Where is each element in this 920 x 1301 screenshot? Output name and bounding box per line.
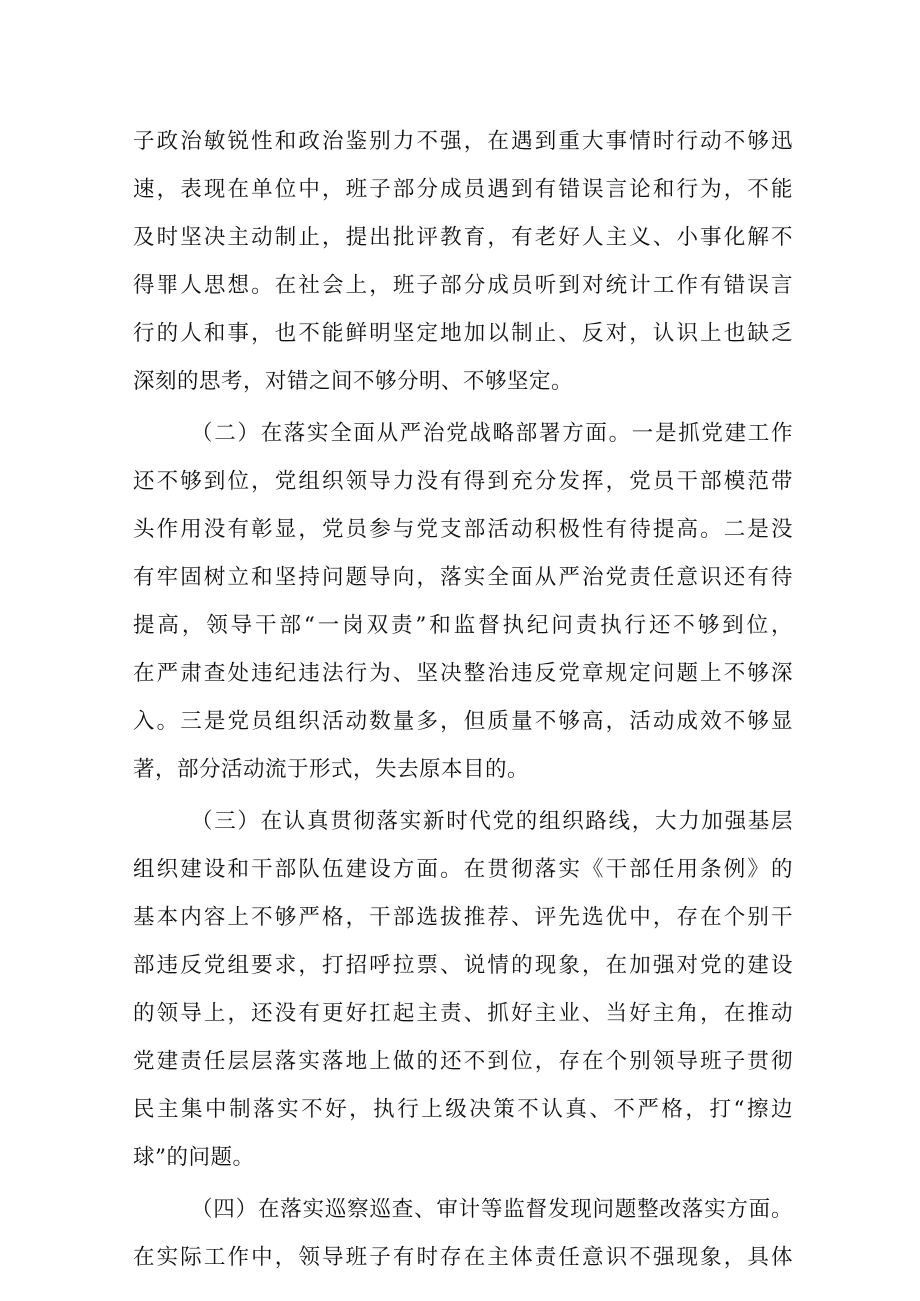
text-line: 入。三是党员组织活动数量多，但质量不够高，活动成效不够显	[133, 709, 793, 734]
document-body	[133, 118, 793, 1282]
text-line: 基本内容上不够严格，干部选拔推荐、评先选优中，存在个别干	[133, 905, 793, 930]
text-line: 得罪人思想。在社会上，班子部分成员听到对统计工作有错误言	[133, 273, 793, 298]
text-line: （二）在落实全面从严治党战略部署方面。一是抓党建工作	[191, 421, 793, 446]
text-line: （三）在认真贯彻落实新时代党的组织路线，大力加强基层	[191, 809, 793, 834]
text-line: （四）在落实巡察巡查、审计等监督发现问题整改落实方面。	[191, 1197, 793, 1222]
text-line: 还不够到位，党组织领导力没有得到充分发挥，党员干部模范带	[133, 469, 793, 494]
text-line: 部违反党组要求，打招呼拉票、说情的现象，在加强对党的建设	[133, 953, 793, 978]
text-line: 有牢固树立和坚持问题导向，落实全面从严治党责任意识还有待	[133, 565, 793, 590]
text-line: 深刻的思考，对错之间不够分明、不够坚定。	[133, 369, 574, 394]
paragraph	[133, 798, 793, 1182]
text-line: 在严肃查处违纪违法行为、坚决整治违反党章规定问题上不够深	[133, 661, 793, 686]
text-line: 党建责任层层落实落地上做的还不到位，存在个别领导班子贯彻	[133, 1049, 793, 1074]
text-line: 球”的问题。	[133, 1145, 255, 1170]
text-line: 组织建设和干部队伍建设方面。在贯彻落实《干部任用条例》的	[133, 857, 793, 882]
text-line: 速，表现在单位中，班子部分成员遇到有错误言论和行为，不能	[133, 177, 793, 202]
text-line: 的领导上，还没有更好扛起主责、抓好主业、当好主角，在推动	[133, 1001, 793, 1026]
paragraph	[133, 1186, 793, 1282]
text-line: 在实际工作中，领导班子有时存在主体责任意识不强现象，具体	[133, 1245, 793, 1270]
text-line: 及时坚决主动制止，提出批评教育，有老好人主义、小事化解不	[133, 225, 793, 250]
paragraph	[133, 410, 793, 794]
text-line: 民主集中制落实不好，执行上级决策不认真、不严格，打“擦边	[133, 1097, 793, 1122]
text-line: 著，部分活动流于形式，失去原本目的。	[133, 757, 530, 782]
text-line: 提高，领导干部“一岗双责”和监督执纪问责执行还不够到位，	[133, 613, 793, 638]
text-line: 子政治敏锐性和政治鉴别力不强，在遇到重大事情时行动不够迅	[133, 129, 793, 154]
text-line: 行的人和事，也不能鲜明坚定地加以制止、反对，认识上也缺乏	[133, 321, 793, 346]
paragraph	[133, 118, 793, 406]
text-line: 头作用没有彰显，党员参与党支部活动积极性有待提高。二是没	[133, 517, 793, 542]
